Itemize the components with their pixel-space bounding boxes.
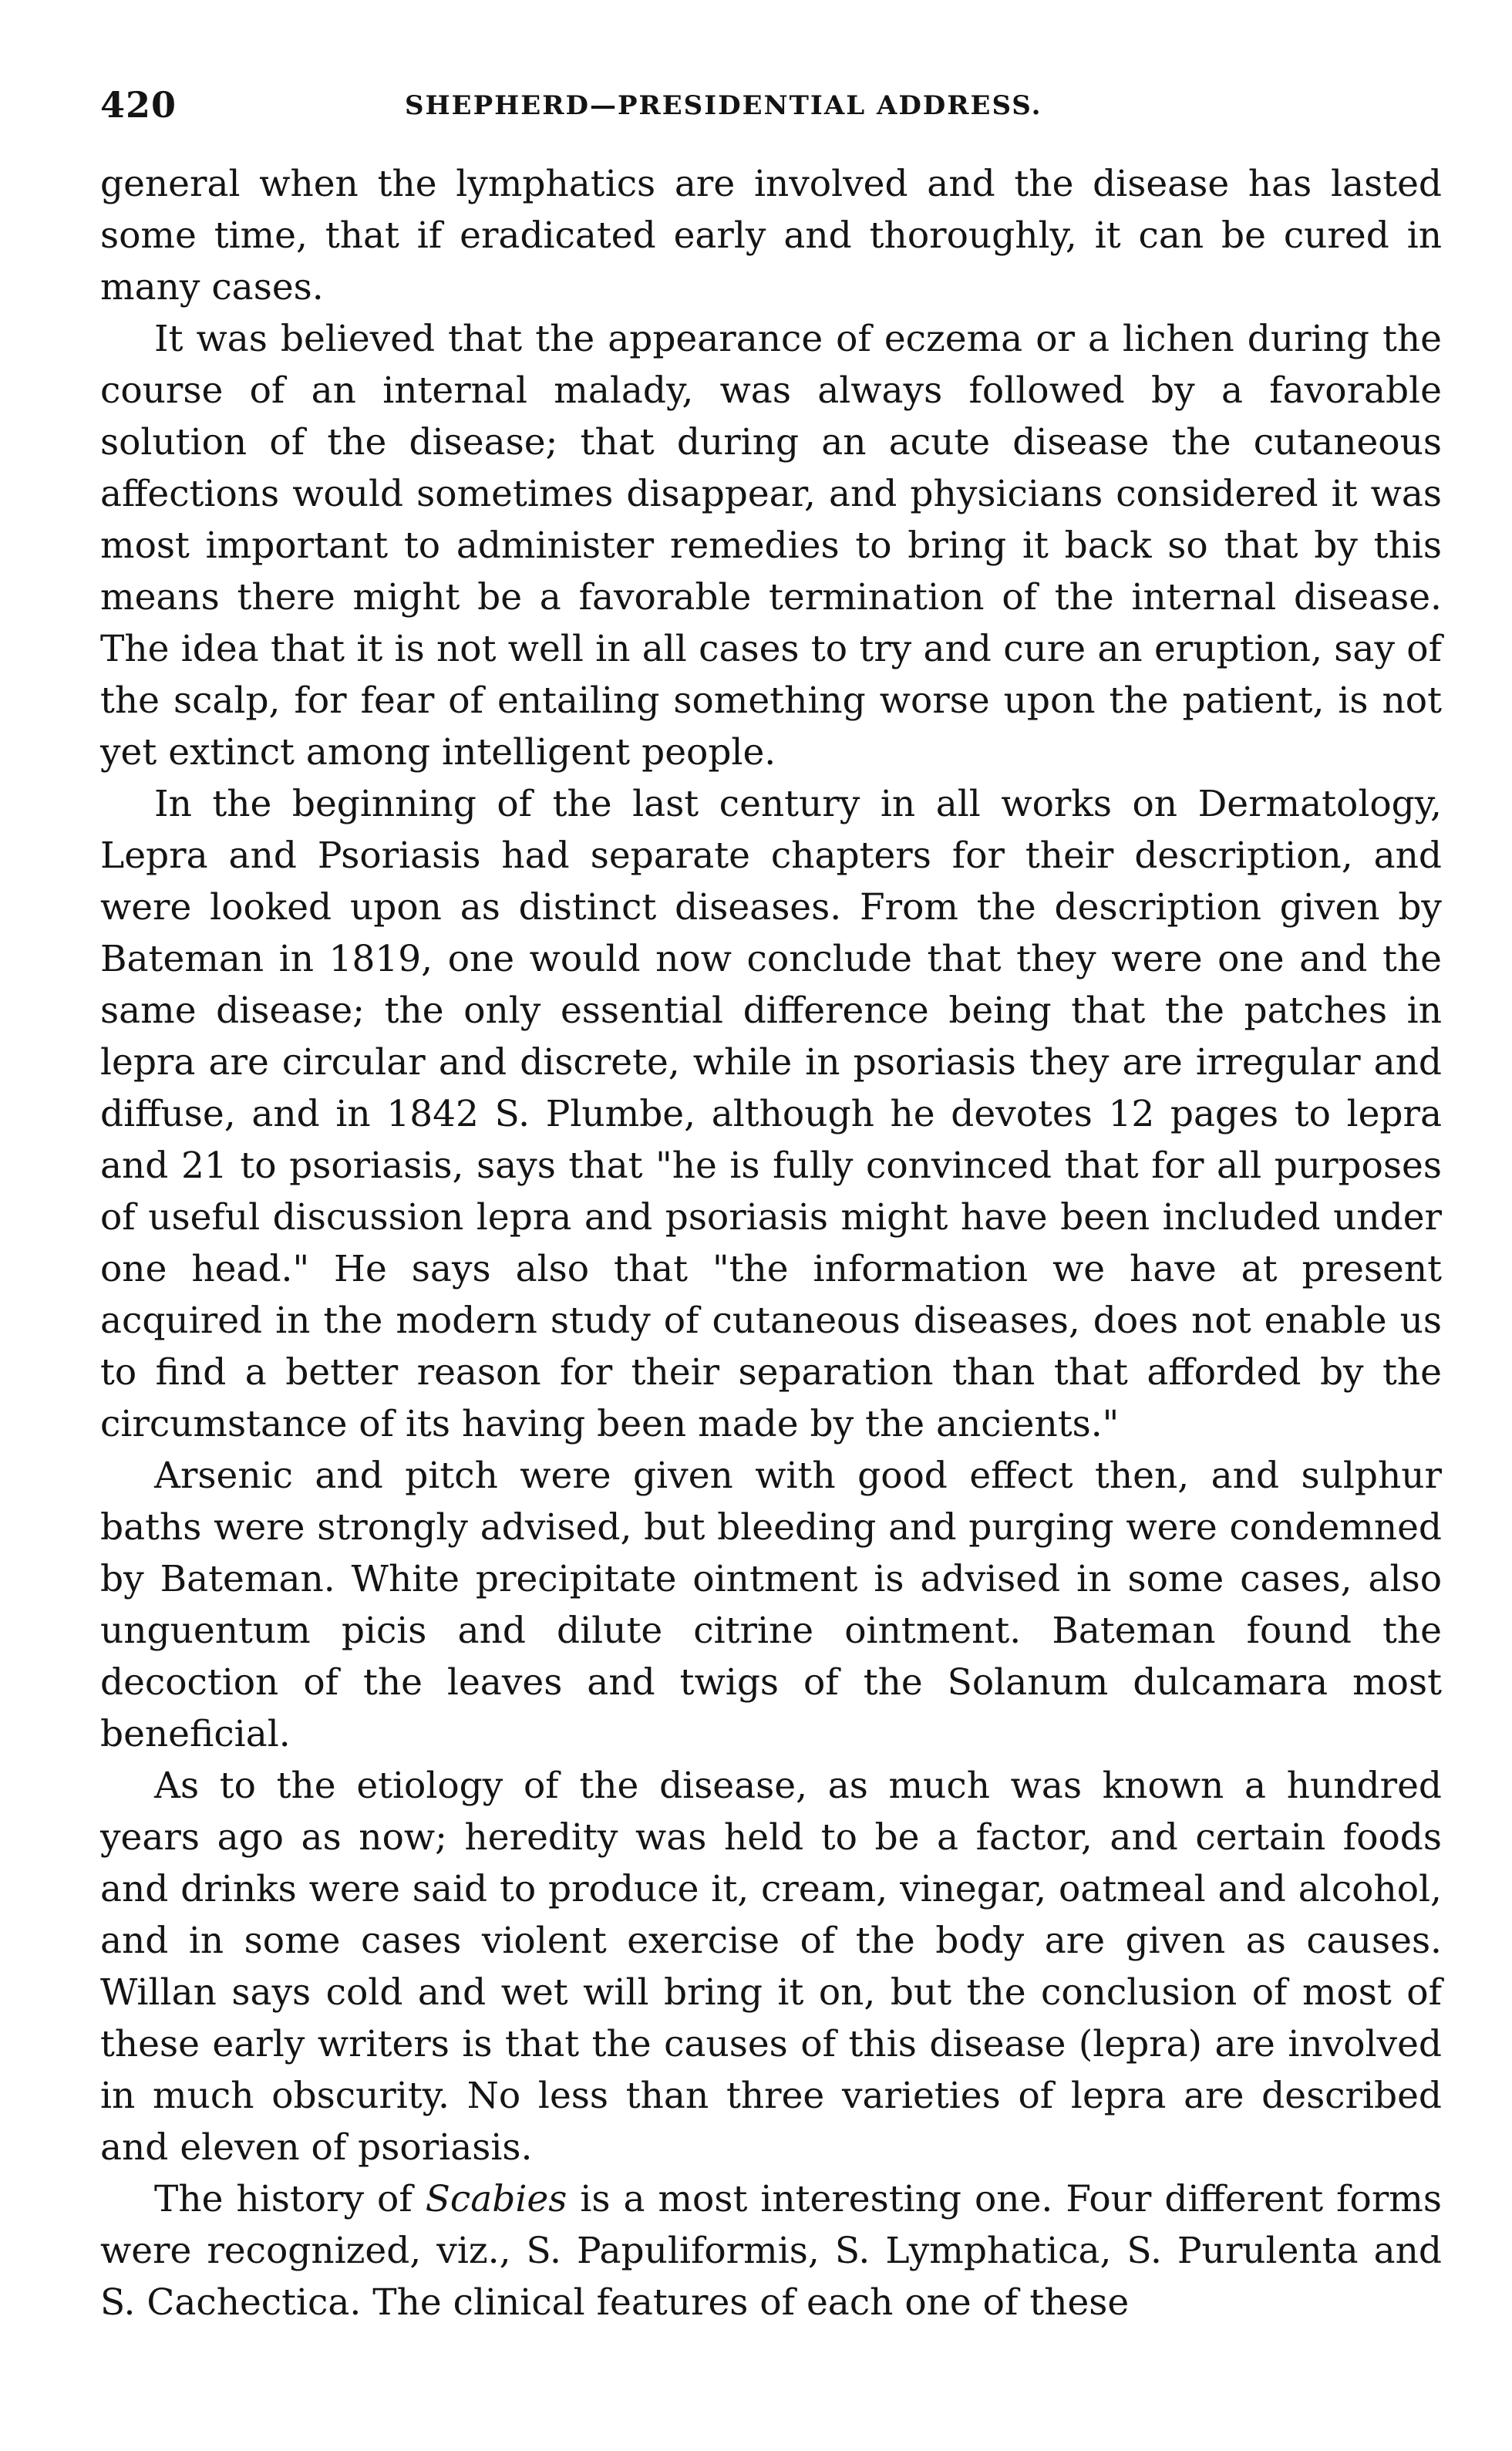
paragraph-6 xyxy=(100,2173,1442,2328)
paragraph-4: Arsenic and pitch were given with good effect then, and sulphur baths were strongly advised, but bleeding and purging were condemned by Bateman. White precipitate ointment is advised in some cases, also unguentum picis and dilute citrine ointment. Bateman found the decoction of the leaves and twigs of the Solanum dulcamara most beneficial. xyxy=(100,1455,1442,1755)
paragraph-2: It was believed that the appearance of eczema or a lichen during the course of an internal malady, was always followed by a favorable solution of the disease; that during an acute disease the cutaneous affections would sometimes disappear, and physicians considered it was most important to administer remedies to bring it back so that by this means there might be a favorable termination of the internal disease. The idea that it is not well in all cases to try and cure an eruption, say of the scalp, for fear of entailing something worse upon the patient, is not yet extinct among intelligent people. xyxy=(100,318,1442,774)
scabies-term: Scabies xyxy=(425,2178,567,2220)
paragraph-3: In the beginning of the last century in all works on Dermatology, Lepra and Psoriasis had separate chapters for their description, and were looked upon as distinct diseases. From the description given by Bateman in 1819, one would now conclude that they were one and the same disease; the only essential difference being that the patches in lepra are circular and discrete, while in psoriasis they are irregular and diffuse, and in 1842 S. Plumbe, although he devotes 12 pages to lepra and 21 to psoriasis, says that "he is fully convinced that for all purposes of useful discussion lepra and psoriasis might have been included under one head." He says also that "the information we have at present acquired in the modern study of cutaneous diseases, does not enable us to find a better reason for their separation than that afforded by the circumstance of its having been made by the ancients." xyxy=(100,783,1442,1445)
page-header xyxy=(100,73,1442,127)
paragraph-1: general when the lymphatics are involved and the disease has lasted some time, that if eradicated early and thoroughly, it can be cured in many cases. xyxy=(100,163,1442,308)
paragraph-6-rest: is a most interesting one. Four different forms were recognized, viz., S. Papuliformis, S. Lymphatica, S. Purulenta and S. Cachectica. The clinical features of each one of these xyxy=(100,2178,1442,2324)
paragraph-5: As to the etiology of the disease, as much was known a hundred years ago as now; heredity was held to be a factor, and certain foods and drinks were said to produce it, cream, vinegar, oatmeal and alcohol, and in some cases violent exercise of the body are given as causes. Willan says cold and wet will bring it on, but the conclusion of most of these early writers is that the causes of this disease (lepra) are involved in much obscurity. No less than three varieties of lepra are described and eleven of psoriasis. xyxy=(100,1765,1442,2169)
page-number: 420 xyxy=(100,84,177,126)
running-title: SHEPHERD—PRESIDENTIAL ADDRESS. xyxy=(405,90,1042,121)
document-page xyxy=(100,73,1442,2418)
paragraph-6-lead: The history of xyxy=(154,2178,426,2220)
body-text xyxy=(100,158,1442,2328)
